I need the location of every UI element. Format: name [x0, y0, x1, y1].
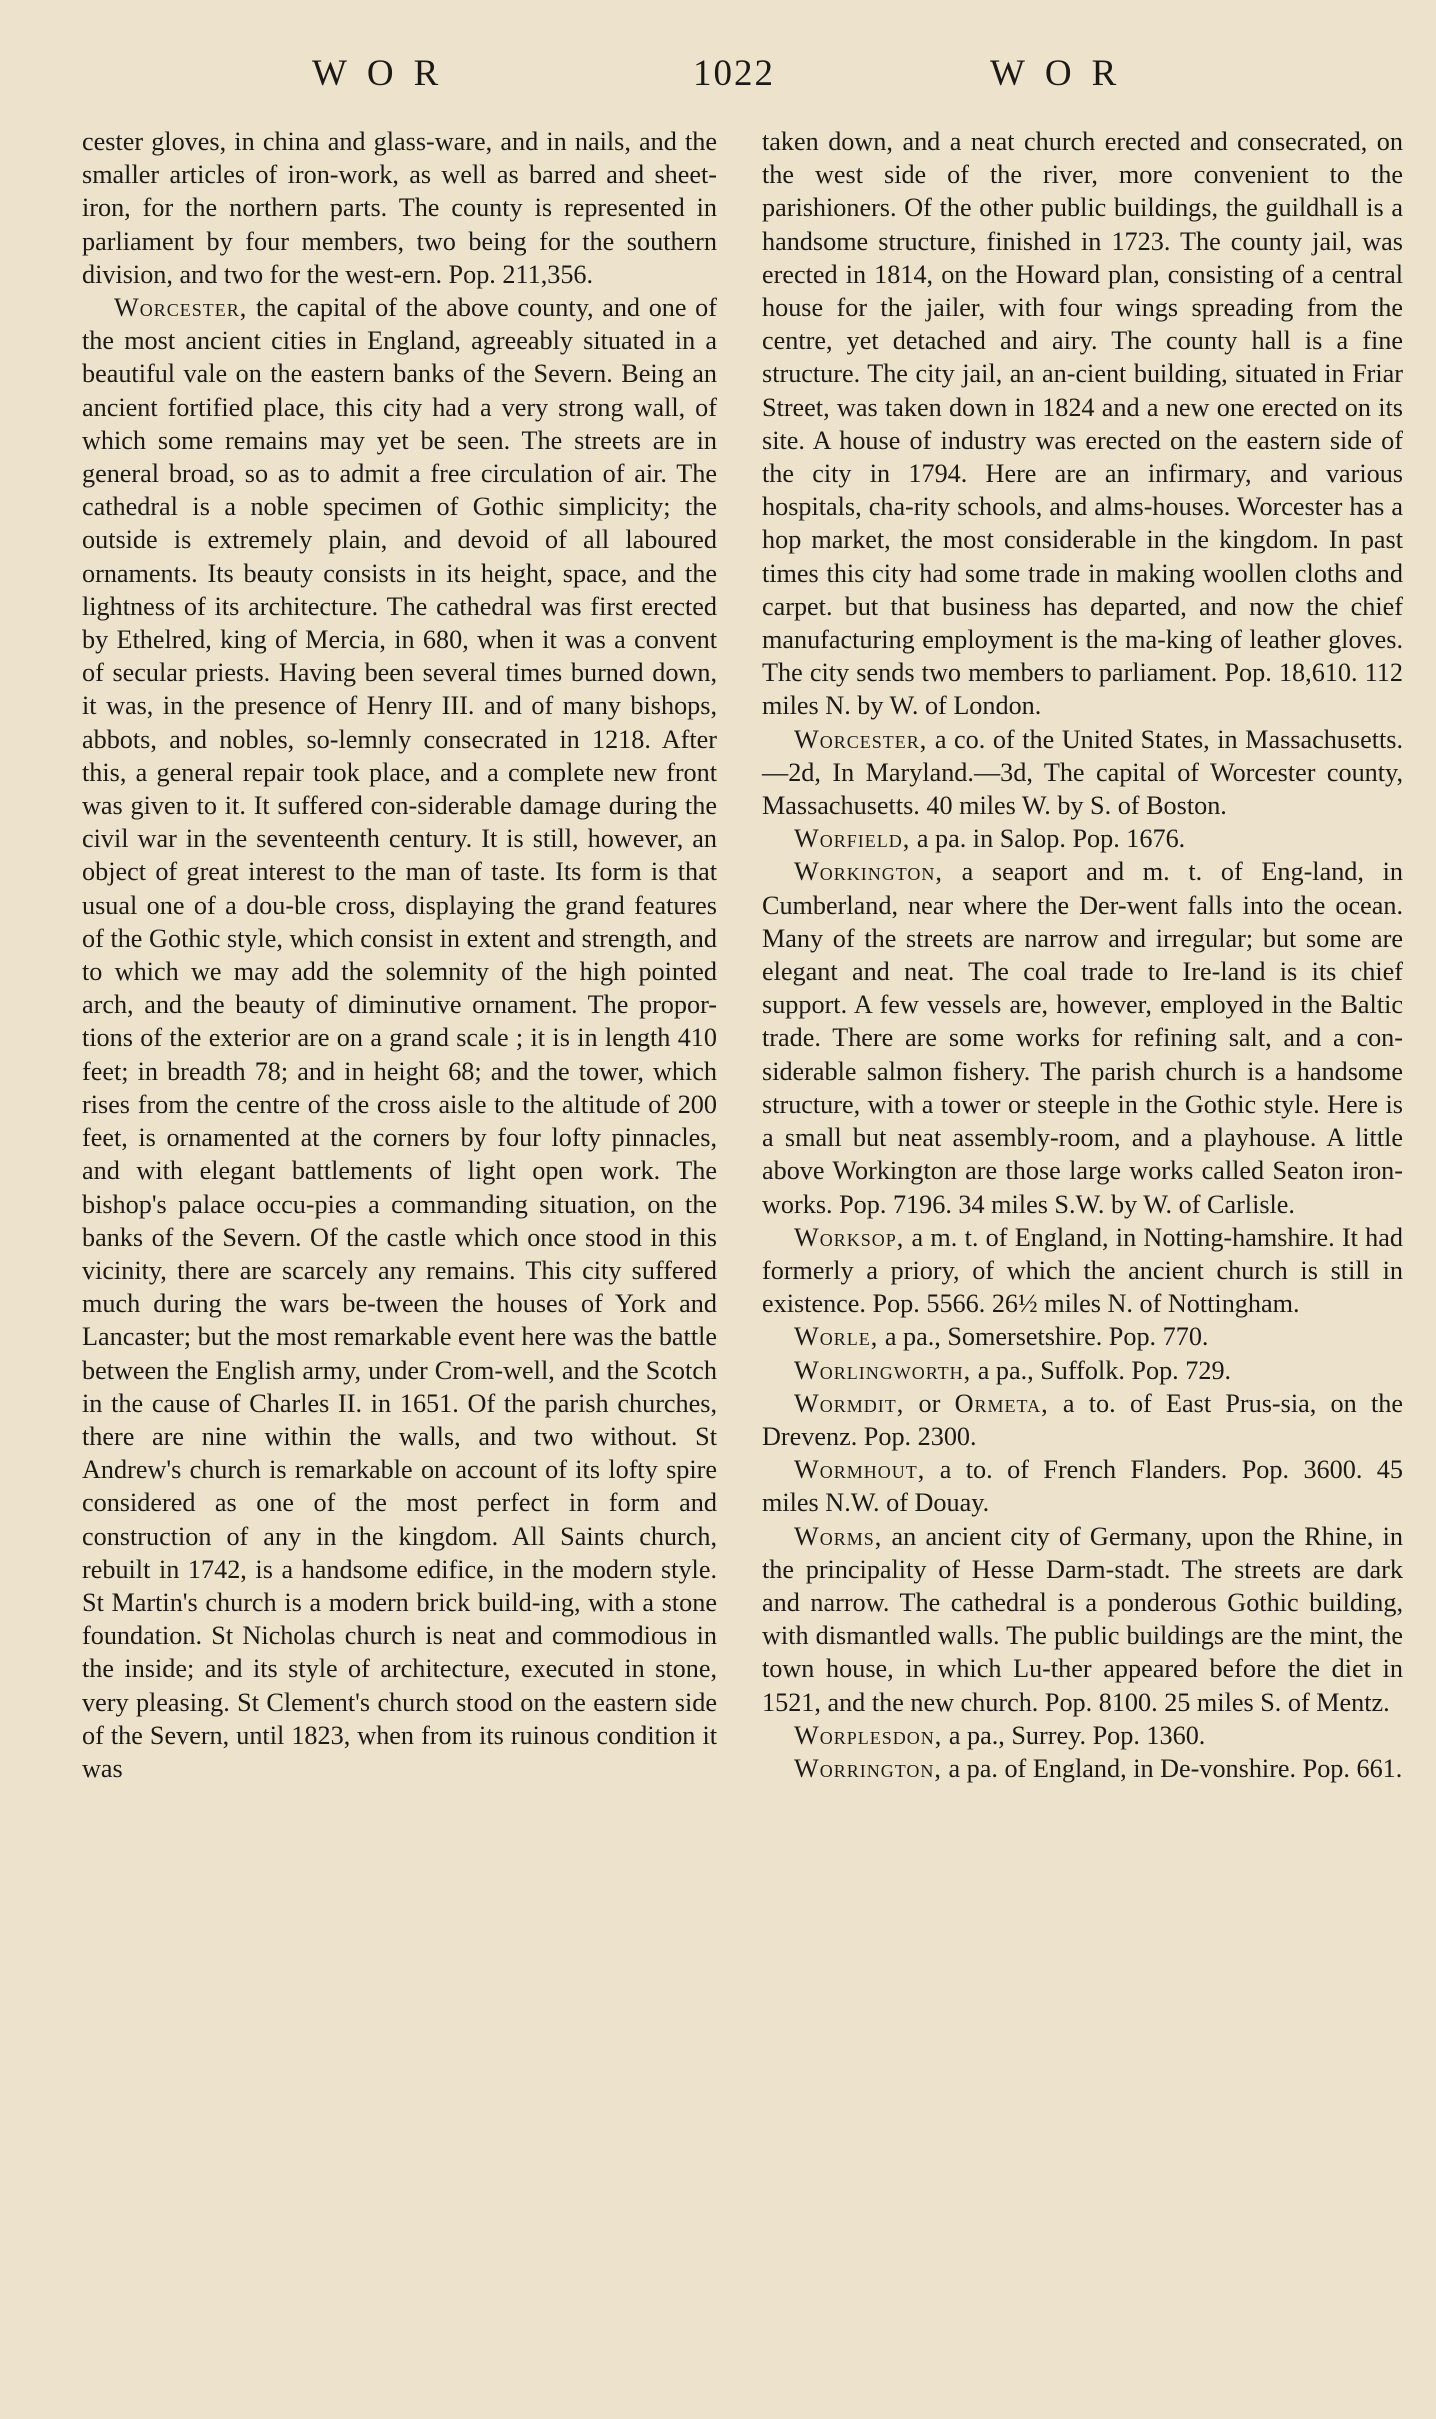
headword: Worksop, [794, 1222, 905, 1252]
entry-continuation: taken down, and a neat church erected and consecrated, on the west side of the river, more convenient to the parishioners. Of the other public buildings, the guildhall is a handsome structure, finished in 1723. The county jail, was erected in 1814, on the Howard plan, consisting of a central house for the jailer, with four wings spreading from the centre, yet detached and airy. The county hall is a fine structure. The city jail, an an-cient building, situated in Friar Street, was taken down in 1824 and a new one erected on its site. A house of industry was erected on the eastern side of the city in 1794. Here are an infirmary, and various hospitals, cha-rity schools, and alms-houses. Worcester has a hop market, the most considerable in the kingdom. In past times this city had some trade in making woollen cloths and carpet. but that business has departed, and now the chief manufacturing employment is the ma-king of leather gloves. The city sends two members to parliament. Pop. 18,610. 112 miles N. by W. of London. [762, 127, 1403, 721]
running-head-left: WOR [312, 53, 459, 94]
entry-text: a to. of East Prus-sia, on the Drevenz. Pop. 2300. [762, 1388, 1403, 1451]
entry-text: or [904, 1388, 955, 1418]
headword-alternate: Ormeta, [954, 1388, 1049, 1418]
headword: Worcester, [114, 293, 248, 323]
headword: Wormdit, [794, 1388, 905, 1418]
entry-text: a pa. of England, in De-vonshire. Pop. 661. [941, 1753, 1403, 1783]
entry-wormhout [762, 1453, 1403, 1519]
entry-text: an ancient city of Germany, upon the Rhine, in the principality of Hesse Darm-stadt. The streets are dark and narrow. The cathedral is a ponderous Gothic building, with dismantled walls. The public buildings are the mint, the town house, in which Lu-ther appeared before the diet in 1521, and the new church. Pop. 8100. 25 miles S. of Mentz. [762, 1521, 1403, 1717]
entry-workington [762, 855, 1403, 1220]
entry-worcester-city [82, 291, 717, 1785]
entry-worplesdon [762, 1719, 1403, 1752]
headword: Worfield, [794, 824, 911, 854]
entry-text: a seaport and m. t. of Eng-land, in Cumberland, near where the Der-went falls into the ocean. Many of the streets are narrow and irregular; but some are elegant and neat. The coal trade to Ire-land is its chief support. A few vessels are, however, employed in the Baltic trade. There are some works for refining salt, and a con-siderable salmon fishery. The parish church is a handsome structure, with a tower or steeple in the Gothic style. Here is a small but neat assembly-room, and a playhouse. A little above Workington are those large works called Seaton iron-works. Pop. 7196. 34 miles S.W. by W. of Carlisle. [762, 857, 1403, 1219]
running-head-right: WOR [990, 53, 1137, 94]
headword: Worle, [794, 1322, 879, 1352]
headword: Worlingworth, [794, 1355, 972, 1385]
headword: Worplesdon, [794, 1720, 943, 1750]
page-header [0, 52, 1436, 112]
left-column [82, 125, 717, 1785]
entry-text: the capital of the above county, and one of the most ancient cities in England, agreeably situated in a beautiful vale on the eastern banks of the Severn. Being an ancient fortified place, this city had a very strong wall, of which some remains may yet be seen. The streets are in general broad, so as to admit a free circulation of air. The cathedral is a noble specimen of Gothic simplicity; the outside is extremely plain, and devoid of all laboured ornaments. Its beauty consists in its height, space, and the lightness of its architecture. The cathedral was first erected by Ethelred, king of Mercia, in 680, when it was a convent of secular priests. Having been several times burned down, it was, in the presence of Henry III. and of many bishops, abbots, and nobles, so-lemnly consecrated in 1218. After this, a general repair took place, and a complete new front was given to it. It suffered con-siderable damage during the civil war in the seventeenth century. It is still, however, an object of great interest to the man of taste. Its form is that usual one of a dou-ble cross, displaying the grand features of the Gothic style, which consist in extent and strength, and to which we may add the solemnity of the high pointed arch, and the beauty of diminutive ornament. The propor-tions of the exterior are on a grand scale ; it is in length 410 feet; in breadth 78; and in height 68; and the tower, which rises from the centre of the cross aisle to the altitude of 200 feet, is ornamented at the corners by four lofty pinnacles, and with elegant battlements of light open work. The bishop's palace occu-pies a commanding situation, on the banks of the Severn. Of the castle which once stood in this vicinity, there are scarcely any remains. This city suffered much during the wars be-tween the houses of York and Lancaster; but the most remarkable event here was the battle between the English army, under Crom-well, and the Scotch in the cause of Charles II. in 1651. Of the parish churches, there are nine within the walls, and two without. St Andrew's church is remarkable on account of its lofty spire considered as one of the most perfect in form and construction of any in the kingdom. All Saints church, rebuilt in 1742, is a handsome edifice, in the modern style. St Martin's church is a modern brick build-ing, with a stone foundation. St Nicholas church is neat and commodious in the inside; and its style of architecture, executed in stone, very pleasing. St Clement's church stood on the eastern side of the Severn, until 1823, when from its ruinous condition it was [82, 293, 717, 1783]
entry-text: a m. t. of England, in Notting-hamshire. It had formerly a priory, of which the ancient church is still in existence. Pop. 5566. 26½ miles N. of Nottingham. [762, 1222, 1403, 1319]
entry-worms [762, 1520, 1403, 1719]
entry-text: a to. of French Flanders. Pop. 3600. 45 miles N.W. of Douay. [762, 1455, 1403, 1518]
headword: Worrington, [794, 1753, 942, 1783]
entry-worksop [762, 1221, 1403, 1321]
entry-text: a pa., Somersetshire. Pop. 770. [878, 1322, 1209, 1352]
entry-continuation: cester gloves, in china and glass-ware, and in nails, and the smaller articles of iron-work, as well as barred and sheet-iron, for the northern parts. The county is represented in parliament by four members, two being for the southern division, and two for the west-ern. Pop. 211,356. [82, 127, 717, 289]
entry-wormdit [762, 1387, 1403, 1453]
entry-worcester-us [762, 723, 1403, 823]
entry-text: a pa., Surrey. Pop. 1360. [942, 1720, 1206, 1750]
entry-worrington [762, 1752, 1403, 1785]
headword: Wormhout, [794, 1455, 926, 1485]
headword: Worms, [794, 1521, 883, 1551]
entry-text: a co. of the United States, in Massachusetts.—2d, In Maryland.—3d, The capital of Worcester county, Massachusetts. 40 miles W. by S. of Boston. [762, 724, 1403, 821]
page-number: 1022 [693, 53, 775, 94]
headword: Worcester, [794, 724, 928, 754]
entry-text: a pa., Suffolk. Pop. 729. [971, 1355, 1232, 1385]
entry-worle [762, 1320, 1403, 1353]
headword: Workington, [794, 857, 943, 887]
right-column [762, 125, 1403, 1785]
entry-worlingworth [762, 1354, 1403, 1387]
entry-worfield [762, 822, 1403, 855]
entry-text: a pa. in Salop. Pop. 1676. [910, 824, 1186, 854]
